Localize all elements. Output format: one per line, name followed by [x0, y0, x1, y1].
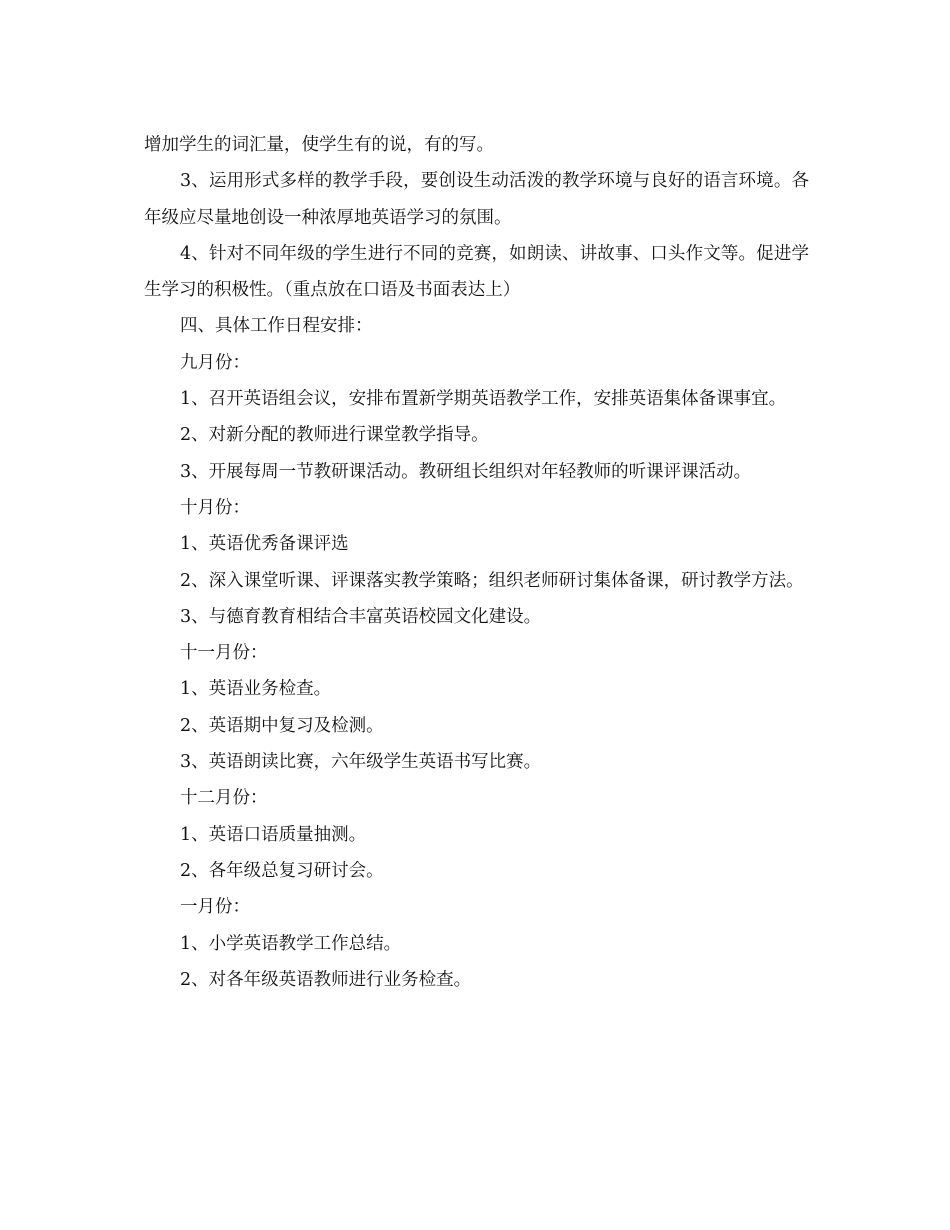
list-item: 1、召开英语组会议，安排布置新学期英语教学工作，安排英语集体备课事宜。	[180, 389, 787, 410]
paragraph-1: 增加学生的词汇量，使学生有的说，有的写。	[144, 135, 494, 155]
month-heading-october: 十月份：	[180, 497, 250, 518]
list-item: 2、英语期中复习及检测。	[180, 715, 384, 736]
month-heading-september: 九月份：	[180, 352, 250, 373]
list-item: 2、各年级总复习研讨会。	[180, 860, 384, 881]
list-item: 1、小学英语教学工作总结。	[180, 933, 402, 954]
list-item: 1、英语优秀备课评选	[180, 534, 349, 555]
month-heading-november: 十一月份：	[180, 643, 268, 664]
list-item: 2、对各年级英语教师进行业务检查。	[180, 969, 472, 990]
list-item: 3、开展每周一节教研课活动。教研组长组织对年轻教师的听课评课活动。	[180, 461, 752, 482]
month-heading-january: 一月份：	[180, 897, 250, 918]
list-item: 1、英语口语质量抽测。	[180, 824, 367, 845]
list-item: 3、英语朗读比赛，六年级学生英语书写比赛。	[180, 752, 542, 773]
month-heading-december: 十二月份：	[180, 788, 268, 809]
list-item: 3、与德育教育相结合丰富英语校园文化建设。	[180, 606, 542, 627]
section-heading: 四、具体工作日程安排：	[180, 316, 373, 337]
list-item: 2、对新分配的教师进行课堂教学指导。	[180, 425, 489, 446]
paragraph-3: 4、针对不同年级的学生进行不同的竞赛，如朗读、讲故事、口头作文等。促进学生学习的积极性。（重点放在口语及书面表达上）	[144, 243, 809, 301]
list-item: 2、深入课堂听课、评课落实教学策略；组织老师研讨集体备课，研讨教学方法。	[180, 570, 804, 591]
list-item: 1、英语业务检查。	[180, 679, 332, 700]
document-body	[144, 127, 809, 998]
paragraph-2: 3、运用形式多样的教学手段，要创设生动活泼的教学环境与良好的语言环境。各年级应尽量地创设一种浓厚地英语学习的氛围。	[144, 171, 809, 228]
